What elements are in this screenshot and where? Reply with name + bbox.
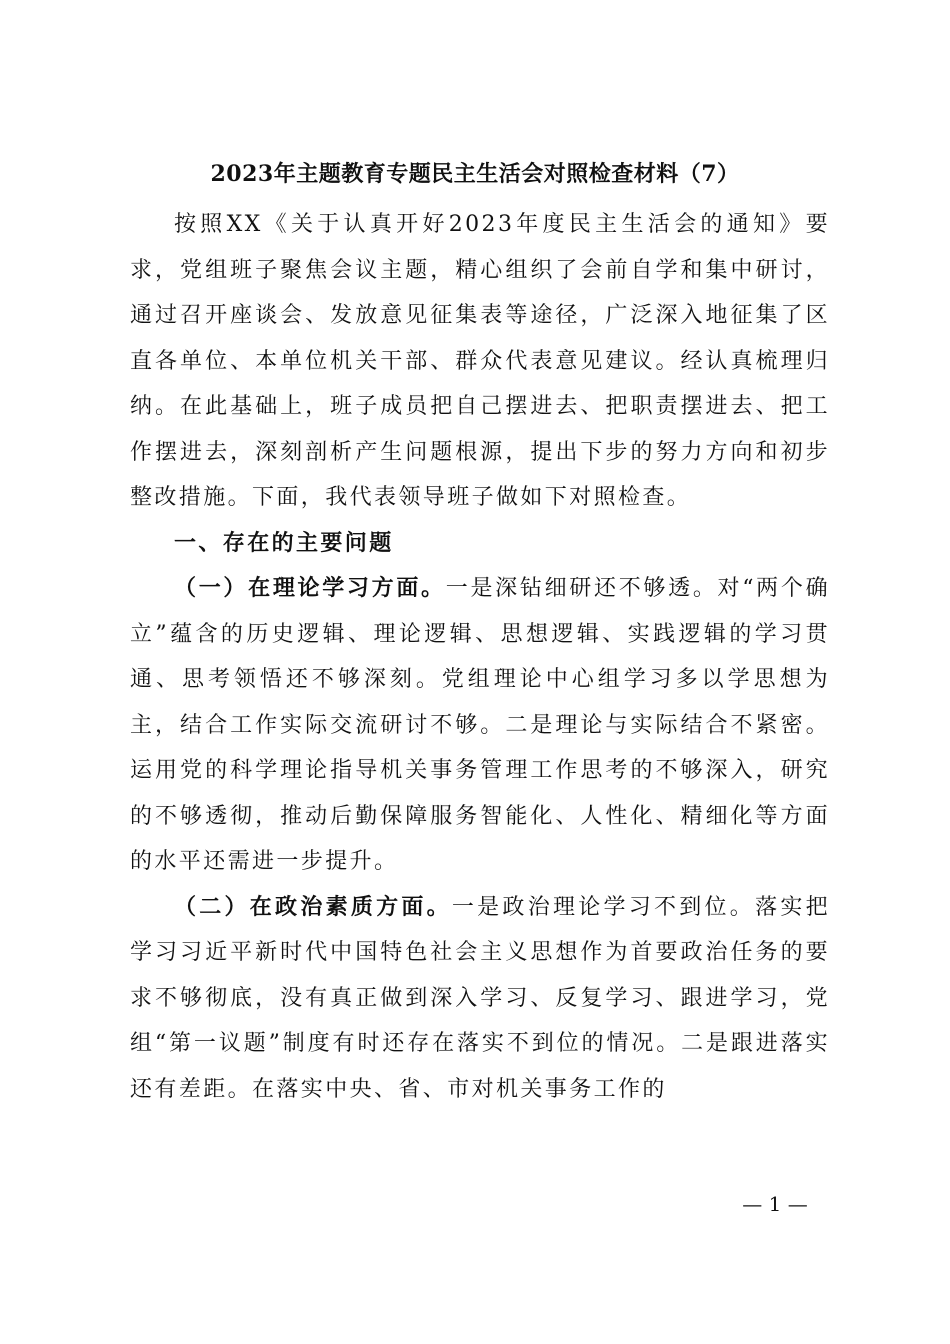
item-2-lead: （二）在政治素质方面。 [174,893,452,920]
item-1-lead: （一）在理论学习方面。 [174,575,446,601]
document-body [130,202,830,1112]
item-2-text: 一是政治理论学习不到位。落实把学习习近平新时代中国特色社会主义思想作为首要政治任务的要求不够彻底，没有真正做到深入学习、反复学习、跟进学习，党组“第一议题”制度有时还存在落实不到位的情况。二是跟进落实还有差距。在落实中央、省、市对机关事务工作的 [130,894,830,1102]
item-paragraph-1 [130,566,830,885]
section-heading: 一、存在的主要问题 [174,529,394,556]
page-number: — 1 — [742,1192,808,1216]
item-1-text: 一是深钻细研还不够透。对“两个确立”蕴含的历史逻辑、理论逻辑、思想逻辑、实践逻辑的学习贯通、思考领悟还不够深刻。党组理论中心组学习多以学思想为主，结合工作实际交流研讨不够。二是理论与实际结合不紧密。运用党的科学理论指导机关事务管理工作思考的不够深入，研究的不够透彻，推动后勤保障服务智能化、人性化、精细化等方面的水平还需进一步提升。 [130,576,830,874]
item-paragraph-2 [130,885,830,1113]
document-title: 2023年主题教育专题民主生活会对照检查材料（7） [210,161,740,187]
intro-paragraph: 按照XX《关于认真开好2023年度民主生活会的通知》要求，党组班子聚焦会议主题，精心组织了会前自学和集中研讨，通过召开座谈会、发放意见征集表等途径，广泛深入地征集了区直各单位、本单位机关干部、群众代表意见建议。经认真梳理归纳。在此基础上，班子成员把自己摆进去、把职责摆进去、把工作摆进去，深刻剖析产生问题根源，提出下步的努力方向和初步整改措施。下面，我代表领导班子做如下对照检查。 [130,212,830,510]
